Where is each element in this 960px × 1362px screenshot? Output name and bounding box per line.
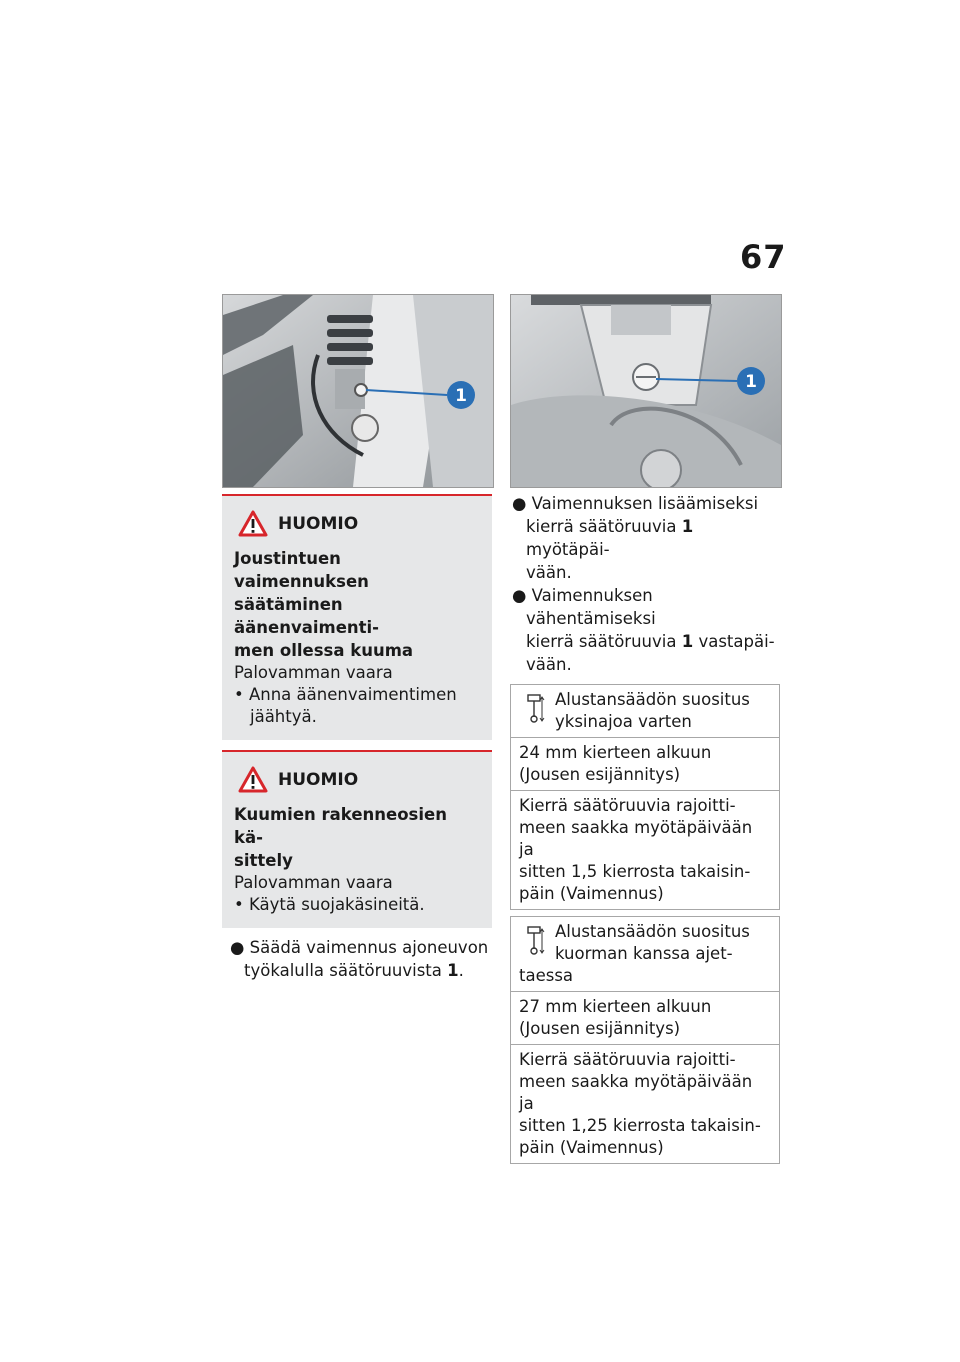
step-ref: 1 [681,517,694,536]
callout-1: 1 [455,386,467,406]
spec-cell-line: päin (Vaimennus) [519,884,664,903]
notice-action: jäähtyä. [250,707,317,726]
notice-label: HUOMIO [278,513,359,534]
instruction-step: ● Vaimennuksen lisäämiseksi kierrä säätöruuvia 1 myötäpäi- vään. [512,494,759,582]
spec-header [511,917,780,992]
adjuster-screw-figure-right [510,294,782,488]
spec-cell-line: sitten 1,5 kierrosta takaisin- [519,862,751,881]
spec-cell-line: meen saakka myötäpäivään ja [519,818,753,859]
step-text: myötäpäi- [526,540,610,559]
spec-cell-line: Kierrä säätöruuvia rajoitti- [519,796,736,815]
spec-header-line: kuorman kanssa ajet- [555,944,733,963]
callout-1: 1 [745,372,757,392]
notice-label: HUOMIO [278,769,359,790]
notice-title-line: sittely [234,851,293,870]
notice-title-line: Joustintuen vaimennuksen [234,549,369,591]
notice-action: • Käytä suojakäsineitä. [234,895,425,914]
spec-cell-line: (Jousen esijännitys) [519,1019,681,1038]
notice-title-line: Kuumien rakenneosien kä- [234,805,447,847]
step-ref: 1 [681,632,694,651]
notice-action: • Anna äänenvaimentimen [234,685,457,704]
step-text: Säädä vaimennus ajoneuvon [249,938,489,957]
spec-cell-line: (Jousen esijännitys) [519,765,681,784]
spec-header [511,685,780,738]
step-text: vään. [526,655,572,674]
notice-title-line: säätäminen äänenvaimenti- [234,595,380,637]
suspension-setting-icon [525,925,545,955]
spec-row [511,992,780,1045]
step-text: Vaimennuksen vähentämiseksi [526,586,656,628]
spec-header-line: Alustansäädön suositus [555,690,750,709]
step-text: kierrä säätöruuvia [526,517,677,536]
spec-cell-line: meen saakka myötäpäivään ja [519,1072,753,1113]
spec-header-line: taessa [519,966,574,985]
spec-header-line: yksinajoa varten [555,712,692,731]
warning-notice-2 [222,750,492,928]
spec-cell-line: Kierrä säätöruuvia rajoitti- [519,1050,736,1069]
page-number: 67 [740,238,787,276]
warning-triangle-icon [238,510,268,537]
spec-cell-line: 27 mm kierteen alkuun [519,997,712,1016]
step-ref: 1 [447,961,459,980]
warning-triangle-icon [238,766,268,793]
spec-cell-line: sitten 1,25 kierrosta takaisin- [519,1116,761,1135]
spec-row [511,791,780,910]
instruction-step: ● Säädä vaimennus ajoneuvon työkalulla säätöruuvista 1. [230,938,489,980]
spec-row [511,1045,780,1164]
suspension-spec-table-loaded [510,916,780,1164]
shock-absorber-figure-left [222,294,494,488]
step-text: työkalulla säätöruuvista [244,961,442,980]
suspension-spec-table-solo [510,684,780,910]
notice-risk: Palovamman vaara [234,663,393,682]
spec-cell-line: päin (Vaimennus) [519,1138,664,1157]
step-tail: . [458,961,464,980]
notice-risk: Palovamman vaara [234,873,393,892]
step-text: vastapäi- [698,632,775,651]
instruction-step: ● Vaimennuksen vähentämiseksi kierrä säätöruuvia 1 vastapäi- vään. [512,586,775,674]
warning-notice-1 [222,494,492,740]
spec-cell-line: 24 mm kierteen alkuun [519,743,712,762]
step-text: kierrä säätöruuvia [526,632,677,651]
suspension-setting-icon [525,693,545,723]
step-text: Vaimennuksen lisäämiseksi [531,494,759,513]
spec-header-line: Alustansäädön suositus [555,922,750,941]
spec-row [511,738,780,791]
step-text: vään. [526,563,572,582]
notice-title-line: men ollessa kuuma [234,641,414,660]
